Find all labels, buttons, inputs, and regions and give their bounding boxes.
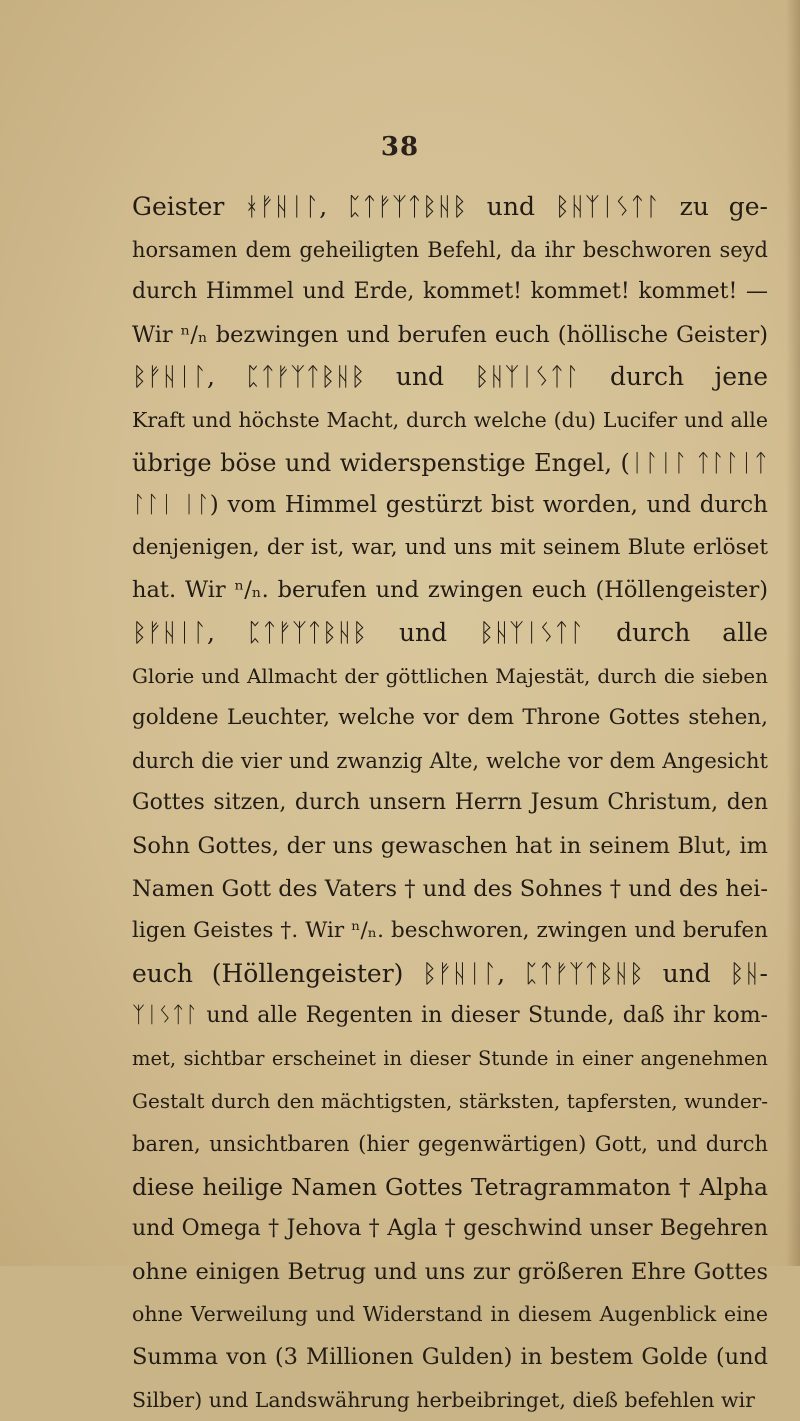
text-line: Silber) und Landswährung herbeibringet, dieß befehlen wir: [132, 1387, 755, 1412]
text-line: Kraft und höchste Macht, durch welche (du) Lucifer und alle: [132, 407, 768, 432]
text-line: euch (Höllengeister) ᛒᚠᚺᛁᛚ, ᛈᛏᚠᛉᛏᛒᚺᛒ und ᛒᚺ-: [132, 958, 768, 988]
text-line: Wir ⁿ/ₙ bezwingen und berufen euch (höllische Geister): [132, 321, 768, 348]
text-block: [132, 186, 768, 1421]
page-number: 38: [380, 132, 420, 162]
text-line: Gestalt durch den mächtigsten, stärksten, tapfersten, wunder-: [132, 1089, 768, 1114]
text-line: diese heilige Namen Gottes Tetragrammaton † Alpha: [132, 1172, 768, 1201]
text-line: Gottes sitzen, durch unsern Herrn Jesum Christum, den: [132, 790, 768, 816]
text-line: durch Himmel und Erde, kommet! kommet! kommet! —: [132, 279, 768, 305]
text-line: Glorie und Allmacht der göttlichen Majestät, durch die sieben: [132, 663, 768, 688]
text-line: ligen Geistes †. Wir ⁿ/ₙ. beschworen, zwingen und berufen: [132, 918, 768, 944]
text-line: ᛚᛚᛁ ᛁᛚ) vom Himmel gestürzt bist worden, und durch: [132, 492, 768, 519]
text-line: und Omega † Jehova † Agla † geschwind unser Begehren: [132, 1216, 768, 1242]
text-line: denjenigen, der ist, war, und uns mit seinem Blute erlöset: [132, 534, 768, 560]
text-line: baren, unsichtbaren (hier gegenwärtigen) Gott, und durch: [132, 1132, 768, 1157]
text-line: goldene Leuchter, welche vor dem Throne Gottes stehen,: [132, 705, 768, 731]
text-line: ᛒᚠᚺᛁᛚ, ᛈᛏᚠᛉᛏᛒᚺᛒ und ᛒᚺᛉᛁᛊᛏᛚ durch alle: [132, 617, 768, 647]
page-edge-shadow: [786, 0, 800, 1266]
text-line: hat. Wir ⁿ/ₙ. berufen und zwingen euch (Höllengeister): [132, 577, 768, 604]
text-line: Summa von (3 Millionen Gulden) in bestem Golde (und: [132, 1344, 768, 1371]
text-line: ohne Verweilung und Widerstand in diesem Augenblick eine: [132, 1302, 768, 1327]
text-line: übrige böse und widerspenstige Engel, (ᛁᛚᛁᛚ ᛏᛚᛚᛁᛏ: [132, 448, 768, 477]
text-line: Sohn Gottes, der uns gewaschen hat in seinem Blut, im: [132, 832, 768, 859]
text-line: ᛒᚠᚺᛁᛚ, ᛈᛏᚠᛉᛏᛒᚺᛒ und ᛒᚺᛉᛁᛊᛏᛚ durch jene: [132, 362, 768, 392]
text-line: durch die vier und zwanzig Alte, welche vor dem Angesicht: [132, 748, 768, 773]
text-line: ᛉᛁᛊᛏᛚ und alle Regenten in dieser Stunde, daß ihr kom-: [132, 1003, 768, 1029]
text-line: ohne einigen Betrug und uns zur größeren Ehre Gottes: [132, 1258, 768, 1285]
text-line: Namen Gott des Vaters † und des Sohnes † und des hei-: [132, 875, 768, 902]
text-line: Geister ᚼᚠᚺᛁᛚ, ᛈᛏᚠᛉᛏᛒᚺᛒ und ᛒᚺᛉᛁᛊᛏᛚ zu ge-: [132, 192, 768, 221]
text-line: met, sichtbar erscheinet in dieser Stunde in einer angenehmen: [132, 1046, 768, 1070]
text-line: horsamen dem geheiligten Befehl, da ihr beschworen seyd: [132, 237, 768, 262]
